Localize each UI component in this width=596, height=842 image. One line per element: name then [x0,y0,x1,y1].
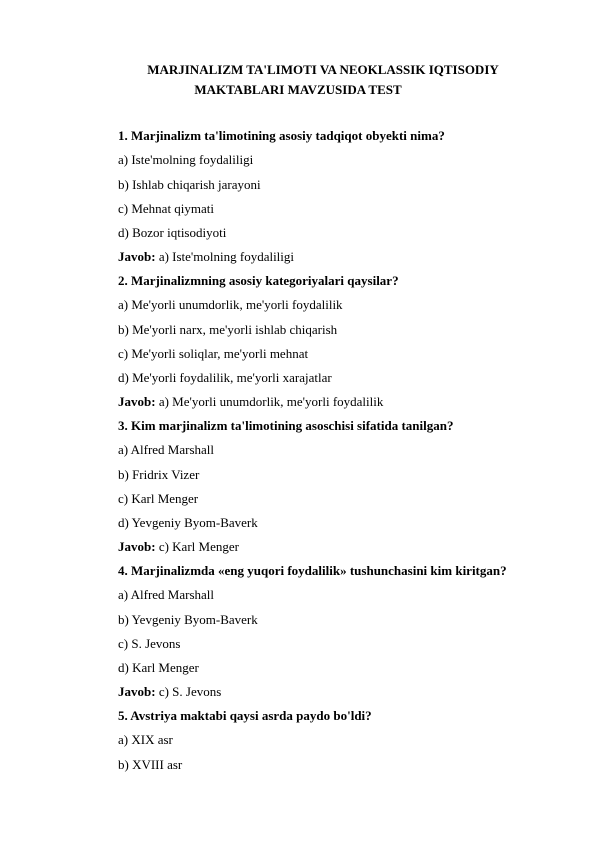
question-5-option-a: a) XIX asr [118,732,173,747]
question-1-answer [118,249,294,265]
answer-label: Javob: [118,249,156,264]
question-2-answer [118,394,383,410]
answer-text: c) Karl Menger [158,539,239,554]
answer-text: a) Me'yorli unumdorlik, me'yorli foydalilik [158,394,384,409]
question-2-option-d: d) Me'yorli foydalilik, me'yorli xarajatlar [118,370,332,385]
question-1-option-d: d) Bozor iqtisodiyoti [118,225,227,240]
question-4-option-b: b) Yevgeniy Byom-Baverk [118,612,258,627]
document-title-line-1: MARJINALIZM TA'LIMOTI VA NEOKLASSIK IQTISODIY [147,62,499,77]
question-3-answer [118,539,239,555]
answer-text: a) Iste'molning foydaliligi [158,249,295,264]
question-4-answer [118,684,221,700]
document-title-line-2: MAKTABLARI MAVZUSIDA TEST [194,82,402,97]
question-3-option-a: a) Alfred Marshall [118,442,215,457]
question-4: 4. Marjinalizmda «eng yuqori foydalilik» tushunchasini kim kiritgan? [118,563,507,578]
question-5-option-b: b) XVIII asr [118,757,183,772]
question-3: 3. Kim marjinalizm ta'limotining asoschisi sifatida tanilgan? [118,418,454,433]
question-5: 5. Avstriya maktabi qaysi asrda paydo bo'ldi? [118,708,372,723]
question-3-option-d: d) Yevgeniy Byom-Baverk [118,515,258,530]
answer-text: c) S. Jevons [158,684,222,699]
question-1-option-a: a) Iste'molning foydaliligi [118,152,254,167]
question-2-option-b: b) Me'yorli narx, me'yorli ishlab chiqarish [118,322,338,337]
answer-label: Javob: [118,394,156,409]
question-1-option-c: c) Mehnat qiymati [118,201,215,216]
question-2-option-a: a) Me'yorli unumdorlik, me'yorli foydalilik [118,297,343,312]
question-4-option-d: d) Karl Menger [118,660,199,675]
answer-label: Javob: [118,539,156,554]
question-2-option-c: c) Me'yorli soliqlar, me'yorli mehnat [118,346,309,361]
question-3-option-b: b) Fridrix Vizer [118,467,200,482]
question-4-option-c: c) S. Jevons [118,636,181,651]
question-4-option-a: a) Alfred Marshall [118,587,215,602]
question-1-option-b: b) Ishlab chiqarish jarayoni [118,177,261,192]
question-2: 2. Marjinalizmning asosiy kategoriyalari qaysilar? [118,273,399,288]
answer-label: Javob: [118,684,156,699]
question-1: 1. Marjinalizm ta'limotining asosiy tadqiqot obyekti nima? [118,128,445,143]
question-3-option-c: c) Karl Menger [118,491,199,506]
